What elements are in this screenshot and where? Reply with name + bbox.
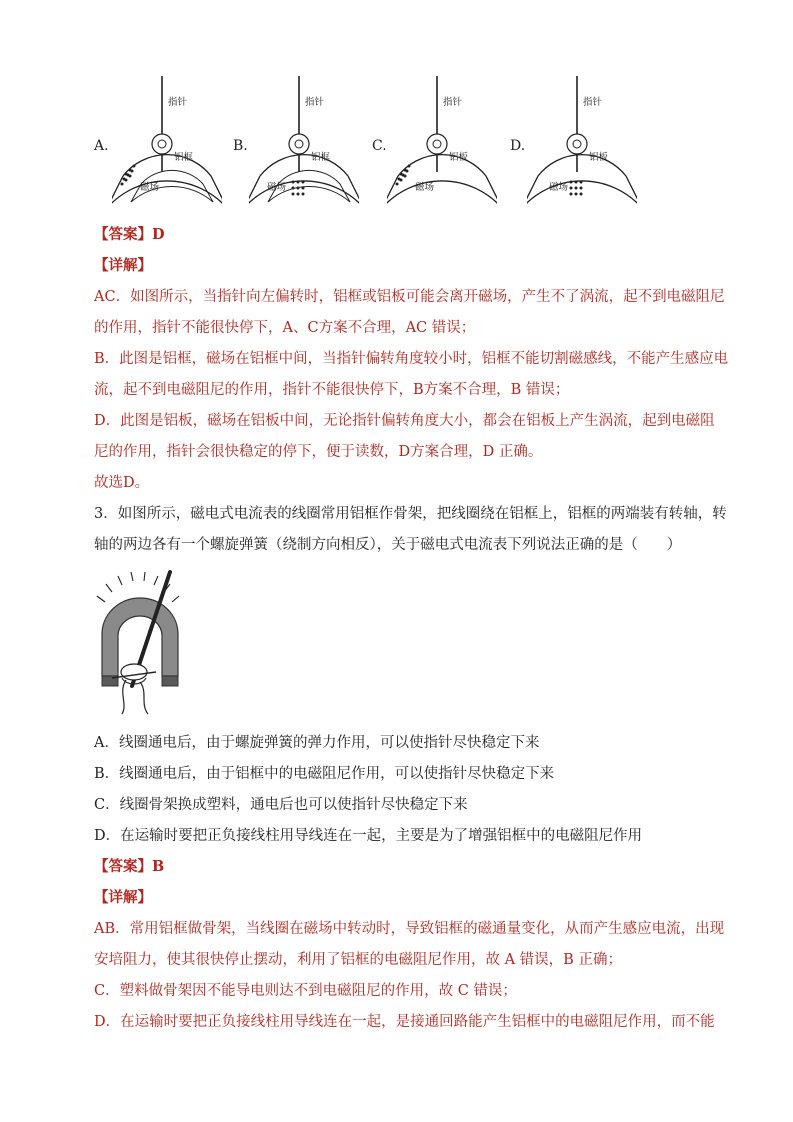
q3-stem-line: 轴的两边各有一个螺旋弹簧（绕制方向相反），关于磁电式电流表下列说法正确的是（ ）	[94, 537, 682, 553]
option-a-figure	[112, 76, 222, 216]
q2-detail-line: 的作用，指针不能很快停下，A、C方案不合理，AC 错误；	[94, 320, 476, 336]
q2-answer-tag: 【答案】D	[94, 226, 165, 243]
plate-label: 铝板	[589, 152, 609, 163]
option-d-letter: D.	[510, 138, 526, 154]
q3-detail-line: AB．常用铝框做骨架，当线圈在磁场中转动时，导致铝框的磁通量变化，从而产生感应电流，出现	[94, 921, 725, 937]
q2-detail-tag: 【详解】	[94, 257, 152, 274]
option-a-letter: A.	[94, 138, 109, 154]
lead-wire	[140, 682, 148, 714]
q3-option-d: D．在运输时要把正负接线柱用导线连在一起，主要是为了增强铝框中的电磁阻尼作用	[94, 828, 643, 844]
galvanometer-figure	[92, 566, 192, 716]
q3-detail-line: 安培阻力，使其很快停止摆动，利用了铝框的电磁阻尼作用，故 A 错误，B 正确；	[94, 952, 622, 968]
pointer-label: 指针	[583, 97, 603, 108]
option-b-letter: B.	[233, 138, 248, 154]
q3-answer-tag: 【答案】B	[94, 858, 165, 875]
field-label: 磁场	[267, 182, 287, 193]
q3-detail-tag: 【详解】	[94, 889, 152, 906]
plate-label: 铝框	[311, 152, 331, 163]
field-label: 磁场	[140, 182, 160, 193]
q3-stem-line: 3．如图所示，磁电式电流表的线圈常用铝框作骨架，把线圈绕在铝框上，铝框的两端装有转轴，转	[94, 506, 727, 522]
q2-detail-line: 故选D。	[94, 475, 150, 491]
q3-detail-line: D．在运输时要把正负接线柱用导线连在一起，是接通回路能产生铝框中的电磁阻尼作用，而不能	[94, 1014, 715, 1030]
q3-option-a: A．线圈通电后，由于螺旋弹簧的弹力作用，可以使指针尽快稳定下来	[94, 735, 540, 751]
option-c-letter: C.	[372, 138, 387, 154]
q2-detail-line: 尼的作用，指针会很快稳定的停下，便于读数，D方案合理，D 正确。	[94, 444, 543, 460]
q3-detail-line: C．塑料做骨架因不能导电则达不到电磁阻尼的作用，故 C 错误；	[94, 983, 517, 999]
field-dots	[292, 181, 305, 196]
field-dots	[570, 181, 583, 196]
pointer-label: 指针	[443, 97, 463, 108]
field-label: 磁场	[549, 182, 569, 193]
q3-option-c: C．线圈骨架换成塑料，通电后也可以使指针尽快稳定下来	[94, 797, 468, 813]
option-c-figure	[387, 76, 497, 216]
option-d-figure	[527, 76, 637, 216]
plate-label: 铝板	[449, 152, 469, 163]
coil	[121, 664, 147, 680]
pointer-label: 指针	[168, 97, 188, 108]
q2-detail-line: D．此图是铝板，磁场在铝板中间，无论指针偏转角度大小，都会在铝板上产生涡流，起到电磁阻	[94, 413, 715, 429]
lead-wire	[122, 680, 126, 714]
pointer-label: 指针	[305, 97, 325, 108]
q2-detail-line: AC．如图所示，当指针向左偏转时，铝框或铝板可能会离开磁场，产生不了涡流，起不到电磁阻尼	[94, 289, 725, 305]
q2-detail-line: 流，起不到电磁阻尼的作用，指针不能很快停下，B方案不合理，B 错误；	[94, 382, 570, 398]
plate-label: 铝框	[174, 152, 194, 163]
field-label: 磁场	[415, 182, 435, 193]
option-b-figure	[249, 76, 359, 216]
q2-detail-line: B．此图是铝框，磁场在铝框中间，当指针偏转角度较小时，铝框不能切割磁感线，不能产生感应电	[94, 351, 729, 367]
q3-option-b: B．线圈通电后，由于铝框中的电磁阻尼作用，可以使指针尽快稳定下来	[94, 766, 555, 782]
